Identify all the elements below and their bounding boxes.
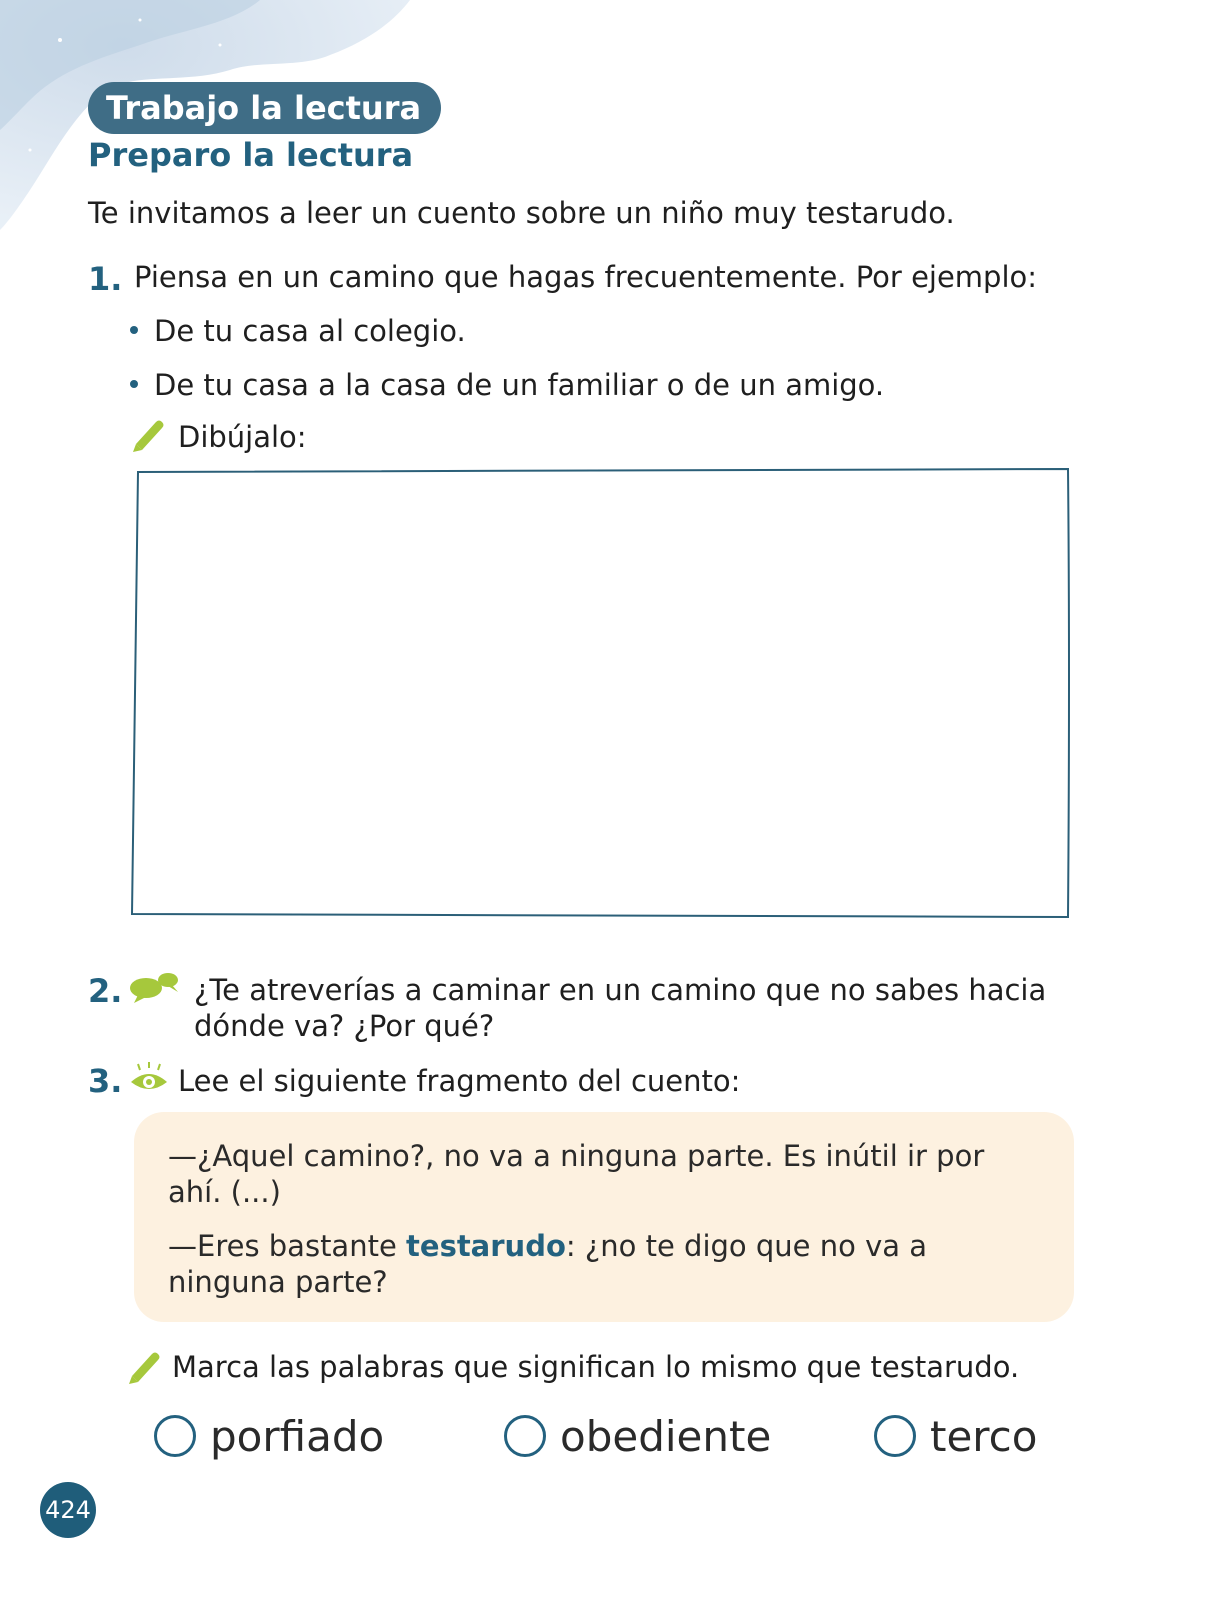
mark-instruction: Marca las palabras que significan lo mismo que testarudo. bbox=[172, 1350, 1020, 1384]
fragment-keyword: testarudo bbox=[406, 1229, 566, 1263]
section-subtitle: Preparo la lectura bbox=[88, 136, 414, 174]
section-banner: Trabajo la lectura bbox=[88, 82, 441, 134]
fragment-text: : ¿no te digo que no va a ninguna parte? bbox=[168, 1229, 927, 1299]
bullet-dot bbox=[130, 380, 138, 388]
fragment-line-1: —¿Aquel camino?, no va a ninguna parte. Es inútil ir por ahí. (...) bbox=[168, 1139, 985, 1209]
option-checkbox[interactable] bbox=[874, 1415, 916, 1457]
question-3-number: 3. bbox=[88, 1062, 123, 1100]
question-2-number: 2. bbox=[88, 972, 123, 1010]
bullet-text: De tu casa a la casa de un familiar o de un amigo. bbox=[154, 368, 885, 402]
question-3-text: Lee el siguiente fragmento del cuento: bbox=[178, 1064, 741, 1098]
question-1-text: Piensa en un camino que hagas frecuentemente. Por ejemplo: bbox=[134, 260, 1038, 294]
fragment-line-2 bbox=[168, 1228, 1040, 1300]
option-label: porfiado bbox=[210, 1411, 385, 1461]
speech-bubbles-icon bbox=[128, 970, 182, 1004]
option-label: obediente bbox=[560, 1411, 772, 1461]
intro-text: Te invitamos a leer un cuento sobre un niño muy testarudo. bbox=[88, 196, 955, 230]
eye-icon bbox=[128, 1062, 170, 1096]
question-1-number: 1. bbox=[88, 260, 123, 298]
pencil-icon bbox=[124, 1346, 164, 1386]
option-obediente[interactable] bbox=[504, 1408, 771, 1464]
fragment-text: —Eres bastante bbox=[168, 1229, 407, 1263]
bullet-text: De tu casa al colegio. bbox=[154, 314, 466, 348]
option-checkbox[interactable] bbox=[504, 1415, 546, 1457]
story-fragment bbox=[134, 1112, 1074, 1322]
option-terco[interactable] bbox=[874, 1408, 1037, 1464]
option-label: terco bbox=[930, 1411, 1038, 1461]
drawing-area[interactable] bbox=[130, 468, 1074, 920]
question-2-text: ¿Te atreverías a caminar en un camino que no sabes hacia dónde va? ¿Por qué? bbox=[194, 973, 1047, 1043]
page-number: 424 bbox=[40, 1482, 96, 1538]
bullet-item bbox=[130, 314, 466, 348]
bullet-item bbox=[130, 368, 884, 402]
bullet-dot bbox=[130, 326, 138, 334]
draw-instruction: Dibújalo: bbox=[178, 420, 307, 454]
option-checkbox[interactable] bbox=[154, 1415, 196, 1457]
pencil-icon bbox=[128, 414, 168, 454]
option-porfiado[interactable] bbox=[154, 1408, 384, 1464]
